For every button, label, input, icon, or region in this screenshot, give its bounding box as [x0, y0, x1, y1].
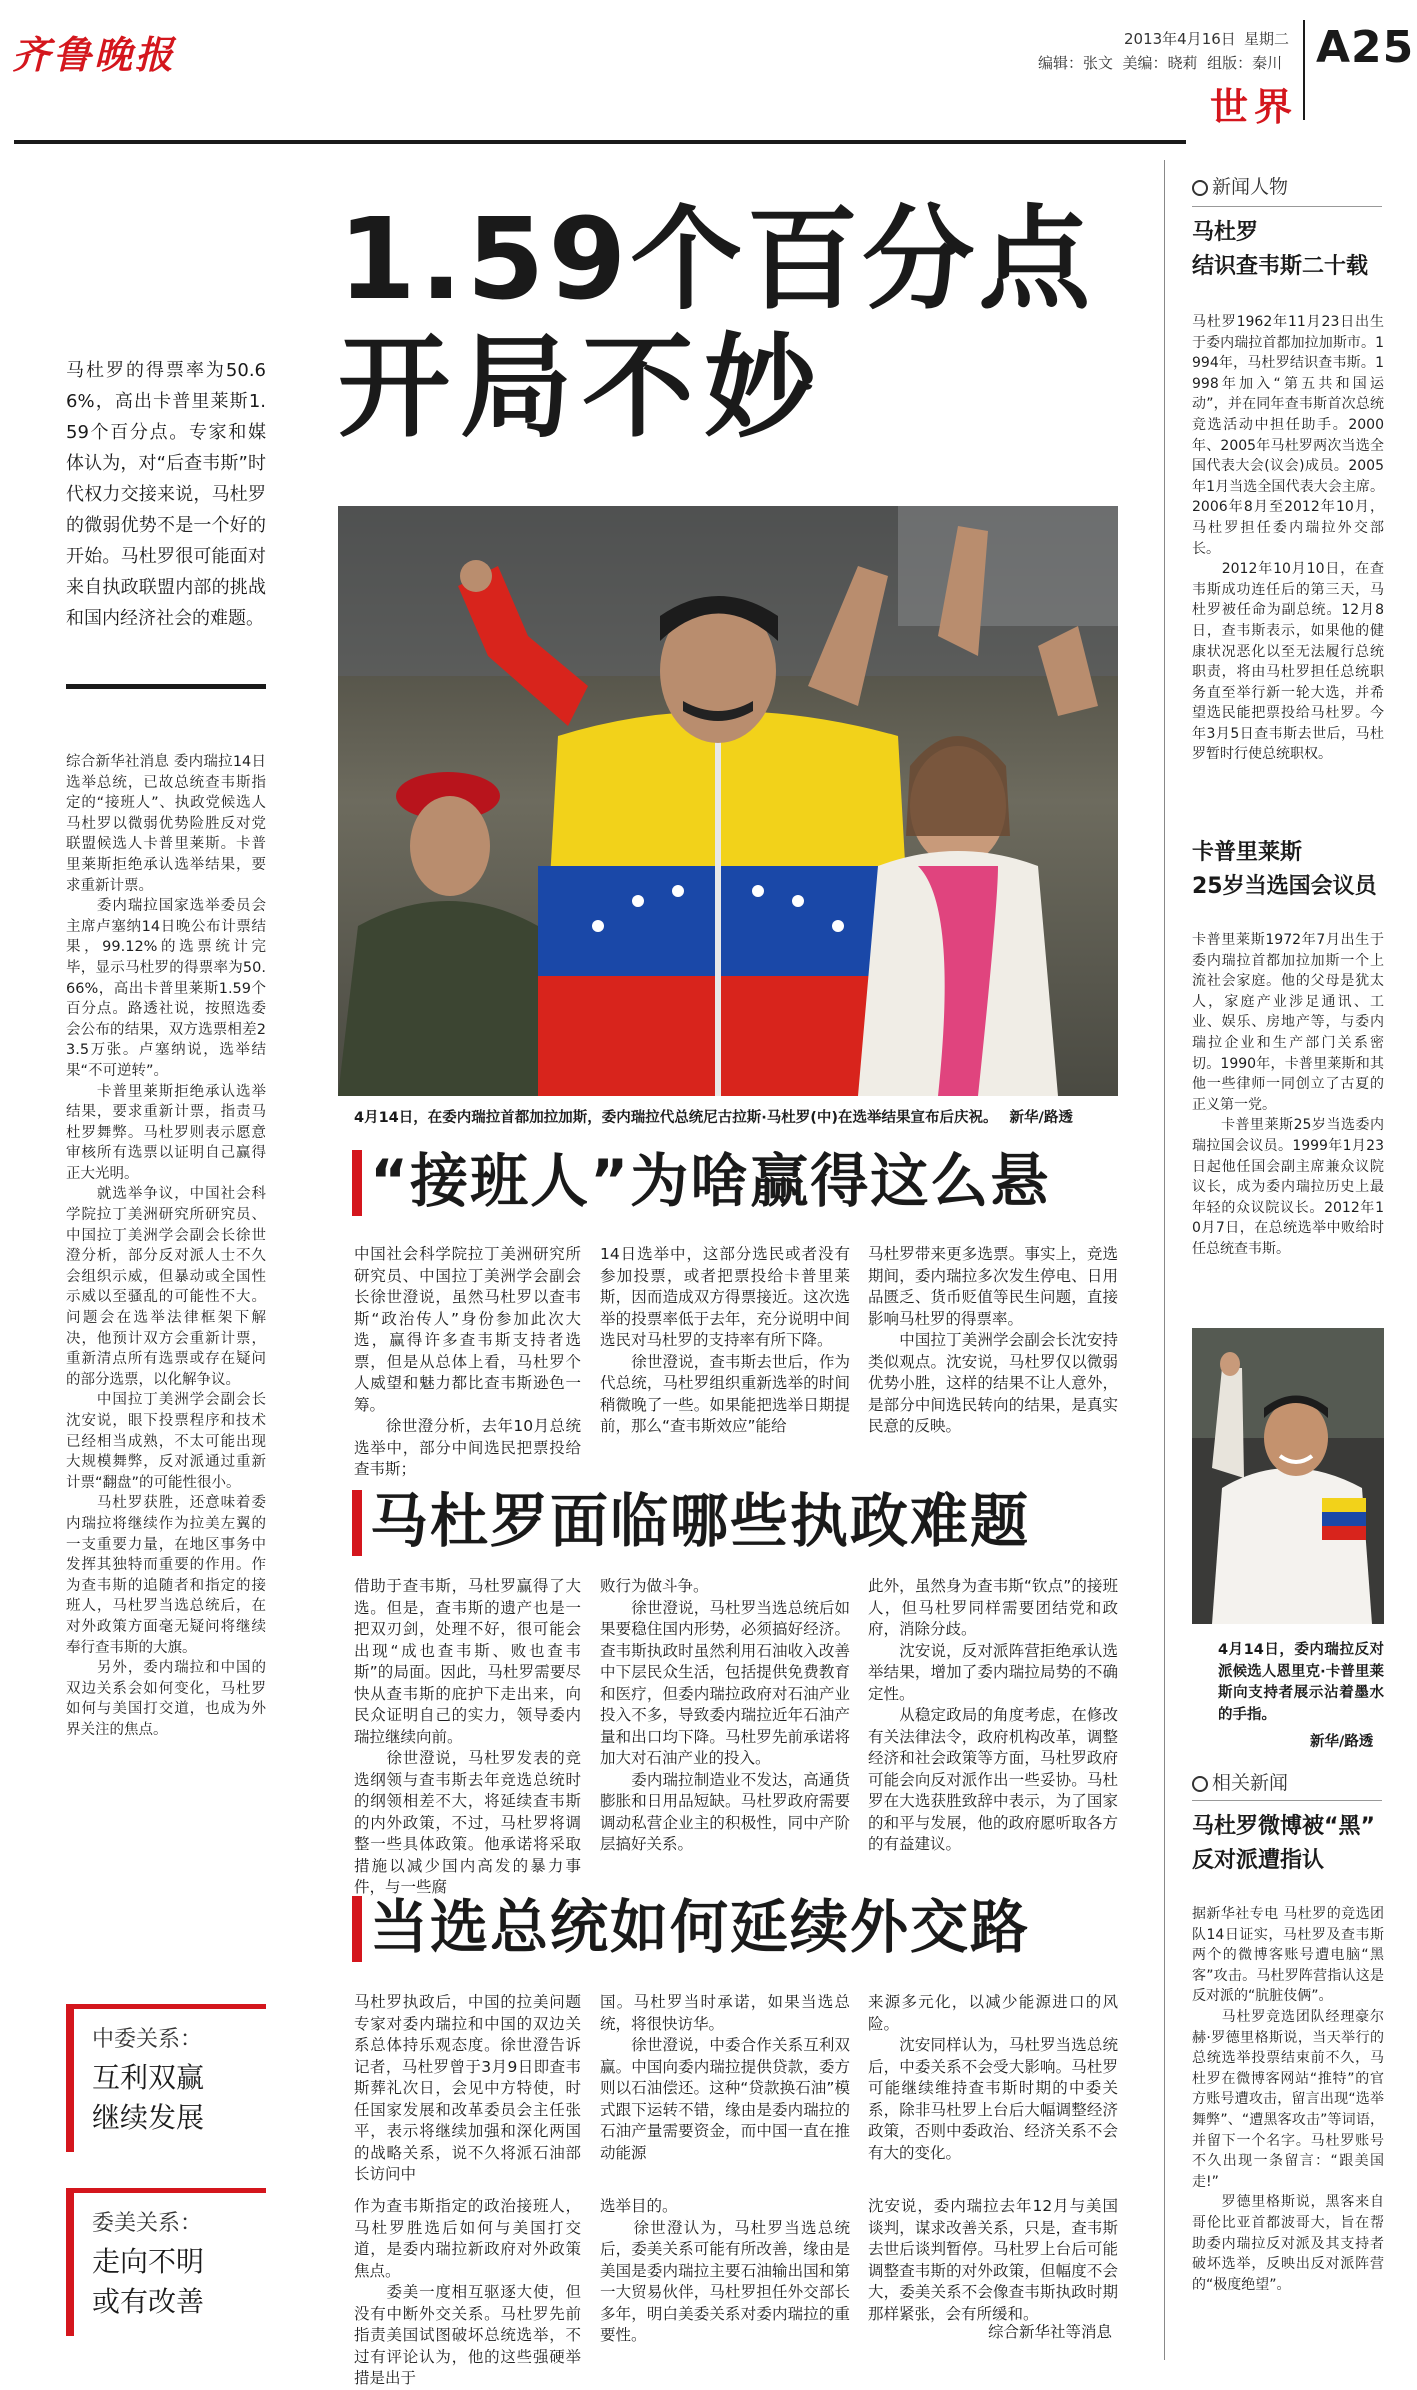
capriles-profile-title-1: 卡普里莱斯	[1192, 840, 1303, 865]
box-red-top-2	[66, 2188, 266, 2193]
weibo-story-title-1: 马杜罗微博被“黑”	[1192, 1814, 1375, 1839]
main-photo-caption-text: 4月14日，在委内瑞拉首都加拉加斯，委内瑞拉代总统尼古拉斯·马杜罗(中)在选举结果宣布后庆祝。	[354, 1110, 998, 1126]
box-label-2: 委美关系：	[92, 2211, 203, 2236]
main-headline	[338, 196, 1094, 452]
main-photo-caption	[354, 1106, 1124, 1127]
masthead-divider	[1303, 20, 1305, 120]
box-red-corner-2	[66, 2188, 74, 2336]
page-number: A25	[1316, 22, 1415, 73]
related-news-dot	[1192, 1776, 1208, 1792]
box-title-2b: 或有改善	[92, 2285, 205, 2318]
capriles-photo-credit: 新华/路透	[1310, 1734, 1374, 1750]
headline-line-1: 1.59个百分点	[338, 195, 1095, 325]
box-red-top-1	[66, 2004, 266, 2009]
editor-credits: 编辑：张文 美编：晓莉 组版：秦川	[1038, 54, 1283, 72]
section3-title: 当选总统如何延续外交路	[370, 1893, 1031, 1961]
weibo-story-text: 据新华社专电 马杜罗的竞选团队14日证实，马杜罗及查韦斯两个的微博客账号遭电脑“黑客”攻击。马杜罗阵营指认这是反对派的“肮脏伎俩”。 马杜罗竞选团队经理豪尔赫·罗德里格斯说，当天举行的总统选举投票结束前不久，马杜罗在微博客网站“推特”的官方账号遭攻击，留言出现“选举舞弊”、“遭黑客攻击”等词语，并留下一个名字。马杜罗账号不久出现一条留言：“跟美国走!” 罗德里格斯说，黑客来自哥伦比亚首都波哥大，旨在帮助委内瑞拉反对派及其支持者破坏选举，反映出反对派阵营的“极度绝望”。	[1192, 1906, 1384, 2293]
box-label-1: 中委关系：	[92, 2027, 203, 2052]
section-name: 世界	[1210, 85, 1299, 129]
section3-col5: 选举目的。 徐世澄认为，马杜罗当选总统后，委美关系可能有所改善，缘由是美国是委内瑞拉主要石油输出国和第一大贸易伙伴，马杜罗担任外交部长多年，明白美委关系对委内瑞拉的重要性。	[600, 2197, 850, 2344]
section3-col6: 沈安说，委内瑞拉去年12月与美国谈判，谋求改善关系，只是，查韦斯去世后谈判暂停。马杜罗上台后可能调整查韦斯的对外政策，但幅度不会大，委美关系不会像查韦斯执政时期那样紧张，会有所缓和。	[868, 2197, 1118, 2323]
section1-col1: 中国社会科学院拉丁美洲研究所研究员、中国拉丁美洲学会副会长徐世澄说，虽然马杜罗以查韦斯“政治传人”身份参加此次大选，赢得许多查韦斯支持者选票，但是从总体上看，马杜罗个人威望和魅力都比查韦斯逊色一筹。 徐世澄分析，去年10月总统选举中，部分中间选民把票投给查韦斯；	[354, 1245, 581, 1478]
maduro-profile-title-2: 结识查韦斯二十载	[1192, 254, 1369, 279]
section3-col2: 国。马杜罗当时承诺，如果当选总统，将很快访华。 徐世澄说，中委合作关系互利双赢。中国向委内瑞拉提供贷款，委方则以石油偿还。这种“贷款换石油”模式跟下运转不错，缘由是委内瑞拉的石油产量需要资金，而中国一直在推动能源	[600, 1993, 850, 2162]
sidebar-top-rule	[1192, 206, 1382, 207]
section3-col1: 马杜罗执政后，中国的拉美问题专家对委内瑞拉和中国的双边关系总体持乐观态度。徐世澄告诉记者，马杜罗曾于3月9日即查韦斯葬礼次日，会见中方特使，时任国家发展和改革委员会主任张平，表示将继续加强和深化两国的战略关系，说不久将派石油部长访问中	[354, 1993, 581, 2183]
section2-col1: 借助于查韦斯，马杜罗赢得了大选。但是，查韦斯的遗产也是一把双刃剑，处理不好，很可能会出现“成也查韦斯、败也查韦斯”的局面。因此，马杜罗需要尽快从查韦斯的庇护下走出来，向民众证明自己的实力，领导委内瑞拉继续向前。 徐世澄说，马杜罗发表的竞选纲领与查韦斯去年竞选总统时的纲领相差不大，将延续查韦斯的内外政策，不过，马杜罗将调整一些具体政策。他承诺将采取措施以减少国内高发的暴力事件，与一些腐	[354, 1577, 581, 1896]
section2-col3: 此外，虽然身为查韦斯“钦点”的接班人，但马杜罗同样需要团结党和政府，消除分歧。 沈安说，反对派阵营拒绝承认选举结果，增加了委内瑞拉局势的不确定性。 从稳定政局的角度考虑，在修改有关法律法令，政府机构改革，调整经济和社会政策等方面，马杜罗政府可能会向反对派作出一些妥协。马杜罗在大选获胜致辞中表示，为了国家的和平与发展，他的政府愿听取各方的有益建议。	[868, 1577, 1118, 1853]
sino-venezuela-box	[66, 2004, 266, 2152]
section2-col2: 败行为做斗争。 徐世澄说，马杜罗当选总统后如果要稳住国内形势，必须搞好经济。查韦斯执政时虽然利用石油收入改善中下层民众生活，包括提供免费教育和医疗，但委内瑞拉政府对石油产业投入不多，导致委内瑞拉近年石油产量和出口均下降。马杜罗先前承诺将加大对石油产业的投入。 委内瑞拉制造业不发达，高通货膨胀和日用品短缺。马杜罗政府需要调动私营企业主的积极性，同中产阶层搞好关系。	[600, 1577, 850, 1853]
section1-red-bar	[352, 1150, 362, 1216]
main-photo-image	[338, 506, 1118, 1096]
weibo-story-title	[1192, 1810, 1375, 1878]
capriles-profile-title	[1192, 836, 1377, 904]
box-red-corner-1	[66, 2004, 74, 2152]
section1-title: “接班人”为啥赢得这么悬	[370, 1147, 1051, 1215]
section2-red-bar	[352, 1490, 362, 1556]
left-column-text: 综合新华社消息 委内瑞拉14日选举总统，已故总统查韦斯指定的“接班人”、执政党候选人马杜罗以微弱优势险胜反对党联盟候选人卡普里莱斯。卡普里莱斯拒绝承认选举结果，要求重新计票。 委内瑞拉国家选举委员会主席卢塞纳14日晚公布计票结果，99.12%的选票统计完毕，显示马杜罗的得票率为50.66%，高出卡普里莱斯1.59个百分点。路透社说，按照选委会公布的结果，双方选票相差23.5万张。卢塞纳说，选举结果“不可逆转”。 卡普里莱斯拒绝承认选举结果，要求重新计票，指责马杜罗舞弊。马杜罗则表示愿意审核所有选票以证明自己赢得正大光明。 就选举争议，中国社会科学院拉丁美洲研究所研究员、中国拉丁美洲学会副会长徐世澄分析，部分反对派人士不久会组织示威，但暴动或全国性示威以至骚乱的可能性不大。问题会在选举法律框架下解决，他预计双方会重新计票，重新清点所有选票或存在疑问的部分选票，以化解争议。 中国拉丁美洲学会副会长沈安说，眼下投票程序和技术已经相当成熟，不太可能出现大规模舞弊，反对派通过重新计票“翻盘”的可能性很小。 马杜罗获胜，还意味着委内瑞拉将继续作为拉美左翼的一支重要力量，在地区事务中发挥其独特而重要的作用。作为查韦斯的追随者和指定的接班人，马杜罗当选总统后，在对外政策方面毫无疑问将继续奉行查韦斯的大旗。 另外，委内瑞拉和中国的双边关系会如何变化，马杜罗如何与美国打交道，也成为外界关注的焦点。	[66, 754, 266, 1738]
maduro-profile-title	[1192, 216, 1368, 284]
headline-line-2: 开局不妙	[338, 323, 826, 453]
masthead	[0, 0, 1417, 140]
news-people-dot	[1192, 180, 1208, 196]
main-photo-credit: 新华/路透	[1009, 1110, 1073, 1126]
lead-rule	[66, 684, 266, 689]
related-news-label	[1192, 1768, 1288, 1795]
section3-source: 综合新华社等消息	[988, 2323, 1113, 2341]
related-news-label-text: 相关新闻	[1212, 1772, 1289, 1794]
sidebar-divider	[1164, 160, 1165, 2360]
weibo-story-title-2: 反对派遭指认	[1192, 1848, 1325, 1873]
box-title-1b: 继续发展	[92, 2101, 205, 2134]
capriles-photo-caption: 4月14日，委内瑞拉反对派候选人恩里克·卡普里莱斯向支持者展示沾着墨水的手指。	[1218, 1642, 1384, 1723]
capriles-profile-title-2: 25岁当选国会议员	[1192, 874, 1377, 899]
venezuela-us-box	[66, 2188, 266, 2336]
maduro-profile-title-1: 马杜罗	[1192, 220, 1259, 245]
main-photo	[338, 506, 1118, 1096]
maduro-profile-text: 马杜罗1962年11月23日出生于委内瑞拉首都加拉加斯市。1994年，马杜罗结识查韦斯。1998年加入“第五共和国运动”，并在同年查韦斯首次总统竞选活动中担任助手。2000年、2005年马杜罗两次当选全国代表大会(议会)成员。2005年1月当选全国代表大会主席。2006年8月至2012年10月，马杜罗担任委内瑞拉外交部长。 2012年10月10日，在查韦斯成功连任后的第三天，马杜罗被任命为副总统。12月8日，查韦斯表示，如果他的健康状况恶化以至无法履行总统职责，将由马杜罗担任总统职务直至举行新一轮大选，并希望选民能把票投给马杜罗。今年3月5日查韦斯去世后，马杜罗暂时行使总统职权。	[1192, 314, 1384, 763]
section3-red-bar	[352, 1896, 362, 1962]
sidebar-related-rule	[1192, 1800, 1382, 1801]
capriles-profile-text: 卡普里莱斯1972年7月出生于委内瑞拉首都加拉加斯一个上流社会家庭。他的父母是犹太人，家庭产业涉足通讯、工业、娱乐、房地产等，与委内瑞拉企业和生产部门关系密切。1990年，卡普里莱斯和其他一些律师一同创立了古夏的正义第一党。 卡普里莱斯25岁当选委内瑞拉国会议员。1999年1月23日起他任国会副主席兼众议院议长，成为委内瑞拉历史上最年轻的众议院议长。2012年10月7日，在总统选举中败给时任总统查韦斯。	[1192, 932, 1384, 1257]
newspaper-logo: 齐鲁晚报	[12, 32, 177, 77]
section1-col3: 马杜罗带来更多选票。事实上，竞选期间，委内瑞拉多次发生停电、日用品匮乏、货币贬值等民生问题，直接影响马杜罗的得票率。 中国拉丁美洲学会副会长沈安持类似观点。沈安说，马杜罗仅以微弱优势小胜，这样的结果不让人意外，是部分中间选民转向的结果，是真实民意的反映。	[868, 1245, 1118, 1435]
capriles-photo	[1192, 1328, 1384, 1624]
lead-paragraph: 马杜罗的得票率为50.66%，高出卡普里莱斯1.59个百分点。专家和媒体认为，对“后查韦斯”时代权力交接来说，马杜罗的微弱优势不是一个好的开始。马杜罗很可能面对来自执政联盟内部的挑战和国内经济社会的难题。	[66, 360, 266, 629]
news-people-label-text: 新闻人物	[1212, 176, 1289, 198]
news-people-label	[1192, 172, 1288, 199]
masthead-rule	[14, 140, 1186, 144]
section2-title: 马杜罗面临哪些执政难题	[370, 1487, 1031, 1555]
issue-weekday: 星期二	[1244, 30, 1290, 48]
section3-col3: 来源多元化，以减少能源进口的风险。 沈安同样认为，马杜罗当选总统后，中委关系不会受大影响。马杜罗可能继续维持查韦斯时期的中委关系，除非马杜罗上台后大幅调整经济政策，否则中委政治、经济关系不会有大的变化。	[868, 1993, 1118, 2162]
box-title-1a: 互利双赢	[92, 2061, 205, 2094]
box-title-2a: 走向不明	[92, 2245, 205, 2278]
section1-col2: 14日选举中，这部分选民或者没有参加投票，或者把票投给卡普里莱斯，因而造成双方得票接近。这次选举的投票率低于去年，充分说明中间选民对马杜罗的支持率有所下降。 徐世澄说，查韦斯去世后，作为代总统，马杜罗组织重新选举的时间稍微晚了一些。如果能把选举日期提前，那么“查韦斯效应”能给	[600, 1245, 850, 1435]
capriles-photo-image	[1192, 1328, 1384, 1624]
section3-col4: 作为查韦斯指定的政治接班人，马杜罗胜选后如何与美国打交道，是委内瑞拉新政府对外政策焦点。 委美一度相互驱逐大使，但没有中断外交关系。马杜罗先前指责美国试图破坏总统选举，不过有评论认为，他的这些强硬举措是出于	[354, 2197, 581, 2387]
issue-date: 2013年4月16日	[1124, 30, 1236, 48]
